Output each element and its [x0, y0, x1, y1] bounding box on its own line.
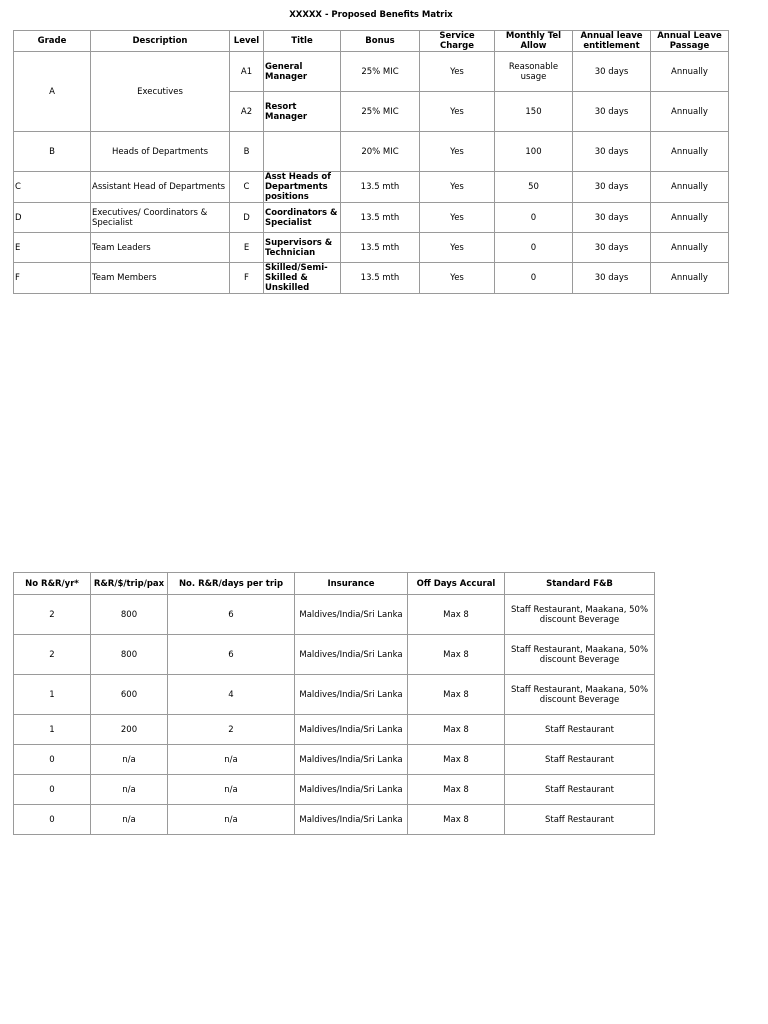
description-cell: Executives — [91, 52, 230, 132]
table-row — [14, 595, 655, 635]
title-cell: Asst Heads of Departments positions — [264, 172, 341, 203]
grade-cell: A — [14, 52, 91, 132]
fb-cell: Staff Restaurant, Maakana, 50% discount Beverage — [505, 635, 655, 675]
rr-per-year-cell: 2 — [14, 595, 91, 635]
header-rr-per-year: No R&R/yr* — [14, 573, 91, 595]
rr-per-year-cell: 0 — [14, 805, 91, 835]
rr-cost-cell: 200 — [91, 715, 168, 745]
level-cell: F — [230, 263, 264, 294]
leave-passage-cell: Annually — [651, 263, 729, 294]
rr-cost-cell: 600 — [91, 675, 168, 715]
rr-days-cell: 2 — [168, 715, 295, 745]
header-insurance: Insurance — [295, 573, 408, 595]
fb-cell: Staff Restaurant — [505, 745, 655, 775]
insurance-cell: Maldives/India/Sri Lanka — [295, 805, 408, 835]
title-cell: Coordinators & Specialist — [264, 203, 341, 233]
insurance-cell: Maldives/India/Sri Lanka — [295, 775, 408, 805]
grade-cell: C — [14, 172, 91, 203]
description-cell: Team Leaders — [91, 233, 230, 263]
service-charge-cell: Yes — [420, 172, 495, 203]
rr-days-cell: 4 — [168, 675, 295, 715]
level-cell: A1 — [230, 52, 264, 92]
insurance-cell: Maldives/India/Sri Lanka — [295, 635, 408, 675]
title-cell: Skilled/Semi-Skilled & Unskilled — [264, 263, 341, 294]
leave-entitlement-cell: 30 days — [573, 52, 651, 92]
level-cell: A2 — [230, 92, 264, 132]
rr-per-year-cell: 2 — [14, 635, 91, 675]
leave-entitlement-cell: 30 days — [573, 92, 651, 132]
rr-cost-cell: n/a — [91, 805, 168, 835]
level-cell: B — [230, 132, 264, 172]
matrix-header-row — [14, 31, 729, 52]
table-row — [14, 675, 655, 715]
rr-benefits-table — [13, 572, 655, 835]
tel-allow-cell: Reasonable usage — [495, 52, 573, 92]
tel-allow-cell: 0 — [495, 203, 573, 233]
bonus-cell: 25% MIC — [341, 52, 420, 92]
header-monthly-tel-allow: Monthly Tel Allow — [495, 31, 573, 52]
title-cell: General Manager — [264, 52, 341, 92]
rr-per-year-cell: 0 — [14, 775, 91, 805]
rr-per-year-cell: 1 — [14, 715, 91, 745]
rr-cost-cell: 800 — [91, 595, 168, 635]
fb-cell: Staff Restaurant, Maakana, 50% discount Beverage — [505, 595, 655, 635]
header-rr-days-per-trip: No. R&R/days per trip — [168, 573, 295, 595]
leave-passage-cell: Annually — [651, 132, 729, 172]
header-level: Level — [230, 31, 264, 52]
table-row — [14, 233, 729, 263]
fb-cell: Staff Restaurant — [505, 715, 655, 745]
service-charge-cell: Yes — [420, 233, 495, 263]
leave-passage-cell: Annually — [651, 203, 729, 233]
service-charge-cell: Yes — [420, 92, 495, 132]
rr-per-year-cell: 0 — [14, 745, 91, 775]
rr-days-cell: n/a — [168, 775, 295, 805]
fb-cell: Staff Restaurant — [505, 805, 655, 835]
insurance-cell: Maldives/India/Sri Lanka — [295, 595, 408, 635]
table-row — [14, 203, 729, 233]
benefits-matrix-table — [13, 30, 729, 294]
leave-passage-cell: Annually — [651, 92, 729, 132]
header-off-days-accural: Off Days Accural — [408, 573, 505, 595]
description-cell: Assistant Head of Departments — [91, 172, 230, 203]
header-service-charge: Service Charge — [420, 31, 495, 52]
header-description: Description — [91, 31, 230, 52]
tel-allow-cell: 100 — [495, 132, 573, 172]
bonus-cell: 25% MIC — [341, 92, 420, 132]
level-cell: C — [230, 172, 264, 203]
leave-entitlement-cell: 30 days — [573, 172, 651, 203]
off-days-cell: Max 8 — [408, 745, 505, 775]
header-title: Title — [264, 31, 341, 52]
table-row — [14, 745, 655, 775]
fb-cell: Staff Restaurant — [505, 775, 655, 805]
table-row — [14, 715, 655, 745]
bonus-cell: 20% MIC — [341, 132, 420, 172]
title-cell — [264, 132, 341, 172]
level-cell: E — [230, 233, 264, 263]
grade-cell: D — [14, 203, 91, 233]
leave-entitlement-cell: 30 days — [573, 263, 651, 294]
document-title: XXXXX - Proposed Benefits Matrix — [289, 10, 453, 20]
description-cell: Executives/ Coordinators & Specialist — [91, 203, 230, 233]
insurance-cell: Maldives/India/Sri Lanka — [295, 745, 408, 775]
leave-entitlement-cell: 30 days — [573, 132, 651, 172]
fb-cell: Staff Restaurant, Maakana, 50% discount Beverage — [505, 675, 655, 715]
bonus-cell: 13.5 mth — [341, 203, 420, 233]
header-annual-leave-passage: Annual Leave Passage — [651, 31, 729, 52]
table-row — [14, 263, 729, 294]
bonus-cell: 13.5 mth — [341, 263, 420, 294]
rr-cost-cell: n/a — [91, 745, 168, 775]
leave-passage-cell: Annually — [651, 52, 729, 92]
rr-days-cell: n/a — [168, 805, 295, 835]
header-bonus: Bonus — [341, 31, 420, 52]
rr-per-year-cell: 1 — [14, 675, 91, 715]
header-rr-cost-per-trip: R&R/$/trip/pax — [91, 573, 168, 595]
table-row — [14, 635, 655, 675]
rr-cost-cell: n/a — [91, 775, 168, 805]
rr-cost-cell: 800 — [91, 635, 168, 675]
header-annual-leave-entitlement: Annual leave entitlement — [573, 31, 651, 52]
table-row — [14, 172, 729, 203]
grade-cell: B — [14, 132, 91, 172]
rr-header-row — [14, 573, 655, 595]
table-row — [14, 52, 729, 92]
insurance-cell: Maldives/India/Sri Lanka — [295, 715, 408, 745]
header-grade: Grade — [14, 31, 91, 52]
table-row — [14, 132, 729, 172]
off-days-cell: Max 8 — [408, 715, 505, 745]
tel-allow-cell: 50 — [495, 172, 573, 203]
off-days-cell: Max 8 — [408, 635, 505, 675]
grade-cell: F — [14, 263, 91, 294]
bonus-cell: 13.5 mth — [341, 233, 420, 263]
leave-passage-cell: Annually — [651, 172, 729, 203]
leave-passage-cell: Annually — [651, 233, 729, 263]
table-row — [14, 775, 655, 805]
description-cell: Team Members — [91, 263, 230, 294]
leave-entitlement-cell: 30 days — [573, 203, 651, 233]
off-days-cell: Max 8 — [408, 805, 505, 835]
description-cell: Heads of Departments — [91, 132, 230, 172]
tel-allow-cell: 0 — [495, 263, 573, 294]
service-charge-cell: Yes — [420, 263, 495, 294]
grade-cell: E — [14, 233, 91, 263]
table-row — [14, 805, 655, 835]
off-days-cell: Max 8 — [408, 675, 505, 715]
off-days-cell: Max 8 — [408, 595, 505, 635]
tel-allow-cell: 150 — [495, 92, 573, 132]
service-charge-cell: Yes — [420, 52, 495, 92]
leave-entitlement-cell: 30 days — [573, 233, 651, 263]
off-days-cell: Max 8 — [408, 775, 505, 805]
tel-allow-cell: 0 — [495, 233, 573, 263]
insurance-cell: Maldives/India/Sri Lanka — [295, 675, 408, 715]
rr-days-cell: 6 — [168, 595, 295, 635]
title-cell: Supervisors & Technician — [264, 233, 341, 263]
rr-days-cell: n/a — [168, 745, 295, 775]
title-cell: Resort Manager — [264, 92, 341, 132]
header-standard-fb: Standard F&B — [505, 573, 655, 595]
service-charge-cell: Yes — [420, 132, 495, 172]
service-charge-cell: Yes — [420, 203, 495, 233]
rr-days-cell: 6 — [168, 635, 295, 675]
level-cell: D — [230, 203, 264, 233]
bonus-cell: 13.5 mth — [341, 172, 420, 203]
